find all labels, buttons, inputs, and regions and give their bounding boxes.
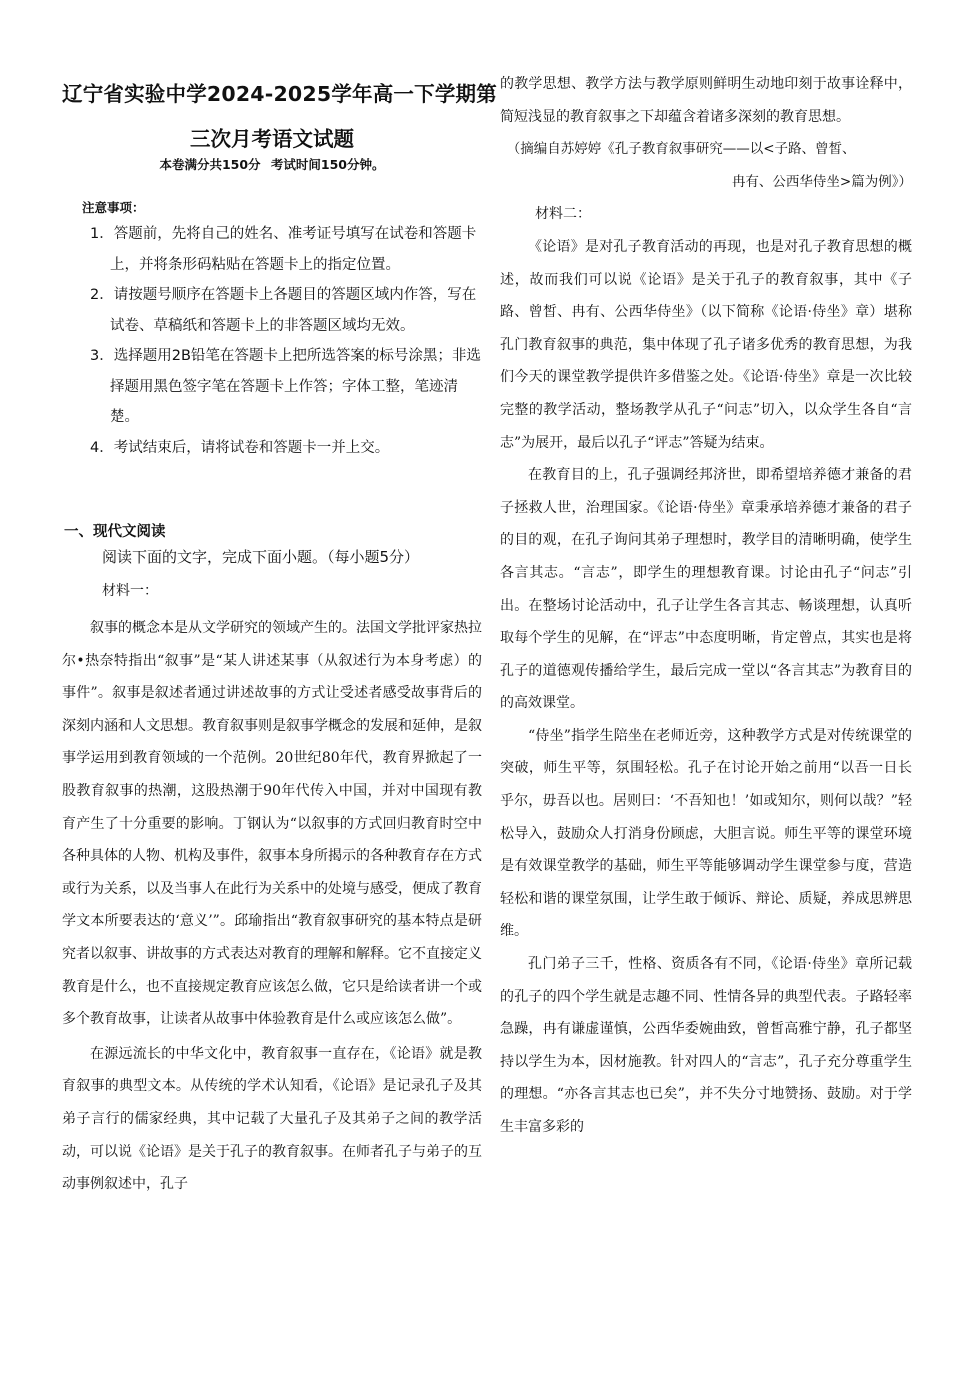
notice-item: 3．选择题用2B铅笔在答题卡上把所选答案的标号涂黑；非选择题用黑色签字笔在答题卡上作答；字体工整，笔迹清楚。	[90, 348, 481, 425]
notice-heading: 注意事项：	[82, 200, 145, 215]
material-2-label: 材料二：	[535, 206, 591, 223]
notice-item: 2．请按题号顺序在答题卡上各题目的答题区域内作答，写在试卷、草稿纸和答题卡上的非答题区域均无效。	[90, 287, 477, 334]
title-line-1: 辽宁省实验中学2024-2025学年高一下学期第	[62, 82, 497, 106]
paragraph: “侍坐”指学生陪坐在老师近旁，这种教学方式是对传统课堂的突破，师生平等，氛围轻松。孔子在讨论开始之前用“以吾一日长乎尔，毋吾以也。居则曰：‘不吾知也！’如或知尔，则何以哉？”轻松导入，鼓励众人打消身份顾虑，大胆言说。师生平等的课堂环境是有效课堂教学的基础，师生平等能够调动学生课堂参与度，营造轻松和谐的课堂氛围，让学生敢于倾诉、辩论、质疑，养成思辨思维。	[500, 727, 912, 940]
notice-item: 4．考试结束后，请将试卷和答题卡一并上交。	[90, 439, 390, 456]
title-line-2: 三次月考语文试题	[190, 127, 354, 151]
paragraph: 在源远流长的中华文化中，教育叙事一直存在，《论语》就是教育叙事的典型文本。从传统的学术认知看，《论语》是记录孔子及其弟子言行的儒家经典，其中记载了大量孔子及其弟子之间的教学活动，可以说《论语》是关于孔子的教育叙事。在师者孔子与弟子的互动事例叙述中，孔子	[62, 1045, 482, 1193]
page-title	[62, 72, 497, 161]
paragraph-continuation: 的教学思想、教学方法与教学原则鲜明生动地印刻于故事诠释中，简短浅显的教育叙事之下却蕴含着诸多深刻的教育思想。	[500, 76, 912, 125]
notice-item: 1．答题前，先将自己的姓名、准考证号填写在试卷和答题卡上，并将条形码粘贴在答题卡上的指定位置。	[90, 226, 477, 273]
paragraph: 在教育目的上，孔子强调经邦济世，即希望培养德才兼备的君子拯救人世，治理国家。《论语·侍坐》章秉承培养德才兼备的君子的目的观，在孔子询问其弟子理想时，教学目的清晰明确，使学生各言其志。“言志”，即学生的理想教育课。讨论由孔子“问志”引出。在整场讨论活动中，孔子让学生各言其志、畅谈理想，认真听取每个学生的见解，在“评志”中态度明晰，肯定曾点，其实也是将孔子的道德观传播给学生，最后完成一堂以“各言其志”为教育目的的高效课堂。	[500, 467, 912, 712]
paragraph: 孔门弟子三千，性格、资质各有不同，《论语·侍坐》章所记载的孔子的四个学生就是志趣不同、性情各异的典型代表。子路轻率急躁，冉有谦虚谨慎，公西华委婉曲致，曾皙高雅宁静，孔子都坚持以学生为本，因材施教。针对四人的“言志”，孔子充分尊重学生的理想。“亦各言其志也已矣”，并不失分寸地赞扬、鼓励。对于学生丰富多彩的	[500, 956, 912, 1135]
material-1-text	[62, 612, 482, 1201]
paragraph: 《论语》是对孔子教育活动的再现，也是对孔子教育思想的概述，故而我们可以说《论语》是关于孔子的教育叙事，其中《子路、曾皙、冉有、公西华侍坐》（以下简称《论语·侍坐》章）堪称孔门教育叙事的典范，集中体现了孔子诸多优秀的教育思想，为我们今天的课堂教学提供许多借鉴之处。《论语·侍坐》章是一次比较完整的教学活动，整场教学从孔子“问志”切入，以众学生各自“言志”为展开，最后以孔子“评志”答疑为结束。	[500, 238, 912, 451]
citation-line-2: 冉有、公西华侍坐>篇为例》）	[731, 173, 912, 190]
section-heading: 一、现代文阅读	[64, 524, 166, 540]
material-1-label: 材料一：	[102, 583, 158, 599]
citation-line-1: （摘编自苏婷婷《孔子教育叙事研究——以<子路、曾皙、	[506, 141, 856, 158]
notice-list	[90, 219, 482, 463]
paragraph: 叙事的概念本是从文学研究的领域产生的。法国文学批评家热拉尔•热奈特指出“叙事”是“某人讲述某事（从叙述行为本身考虑）的事件”。叙事是叙述者通过讲述故事的方式让受述者感受故事背后的深刻内涵和人文思想。教育叙事则是叙事学概念的发展和延伸，是叙事学运用到教育领域的一个范例。20世纪80年代，教育界掀起了一股教育叙事的热潮，这股热潮于90年代传入中国，并对中国现有教育产生了十分重要的影响。丁钢认为“以叙事的方式回归教育时空中各种具体的人物、机构及事件，叙事本身所揭示的各种教育存在方式或行为关系，以及当事人在此行为关系中的处境与感受，便成了教育学文本所要表达的‘意义’”。邱瑜指出“教育叙事研究的基本特点是研究者以叙事、讲故事的方式表达对教育的理解和解释。它不直接定义教育是什么，也不直接规定教育应该怎么做，它只是给读者讲一个或多个教育故事，让读者从故事中体验教育是什么或应该怎么做”。	[62, 620, 482, 1028]
section-instruction: 阅读下面的文字，完成下面小题。（每小题5分）	[102, 548, 420, 566]
exam-info: 本卷满分共150分 考试时间150分钟。	[159, 157, 385, 172]
right-text	[500, 68, 912, 1144]
